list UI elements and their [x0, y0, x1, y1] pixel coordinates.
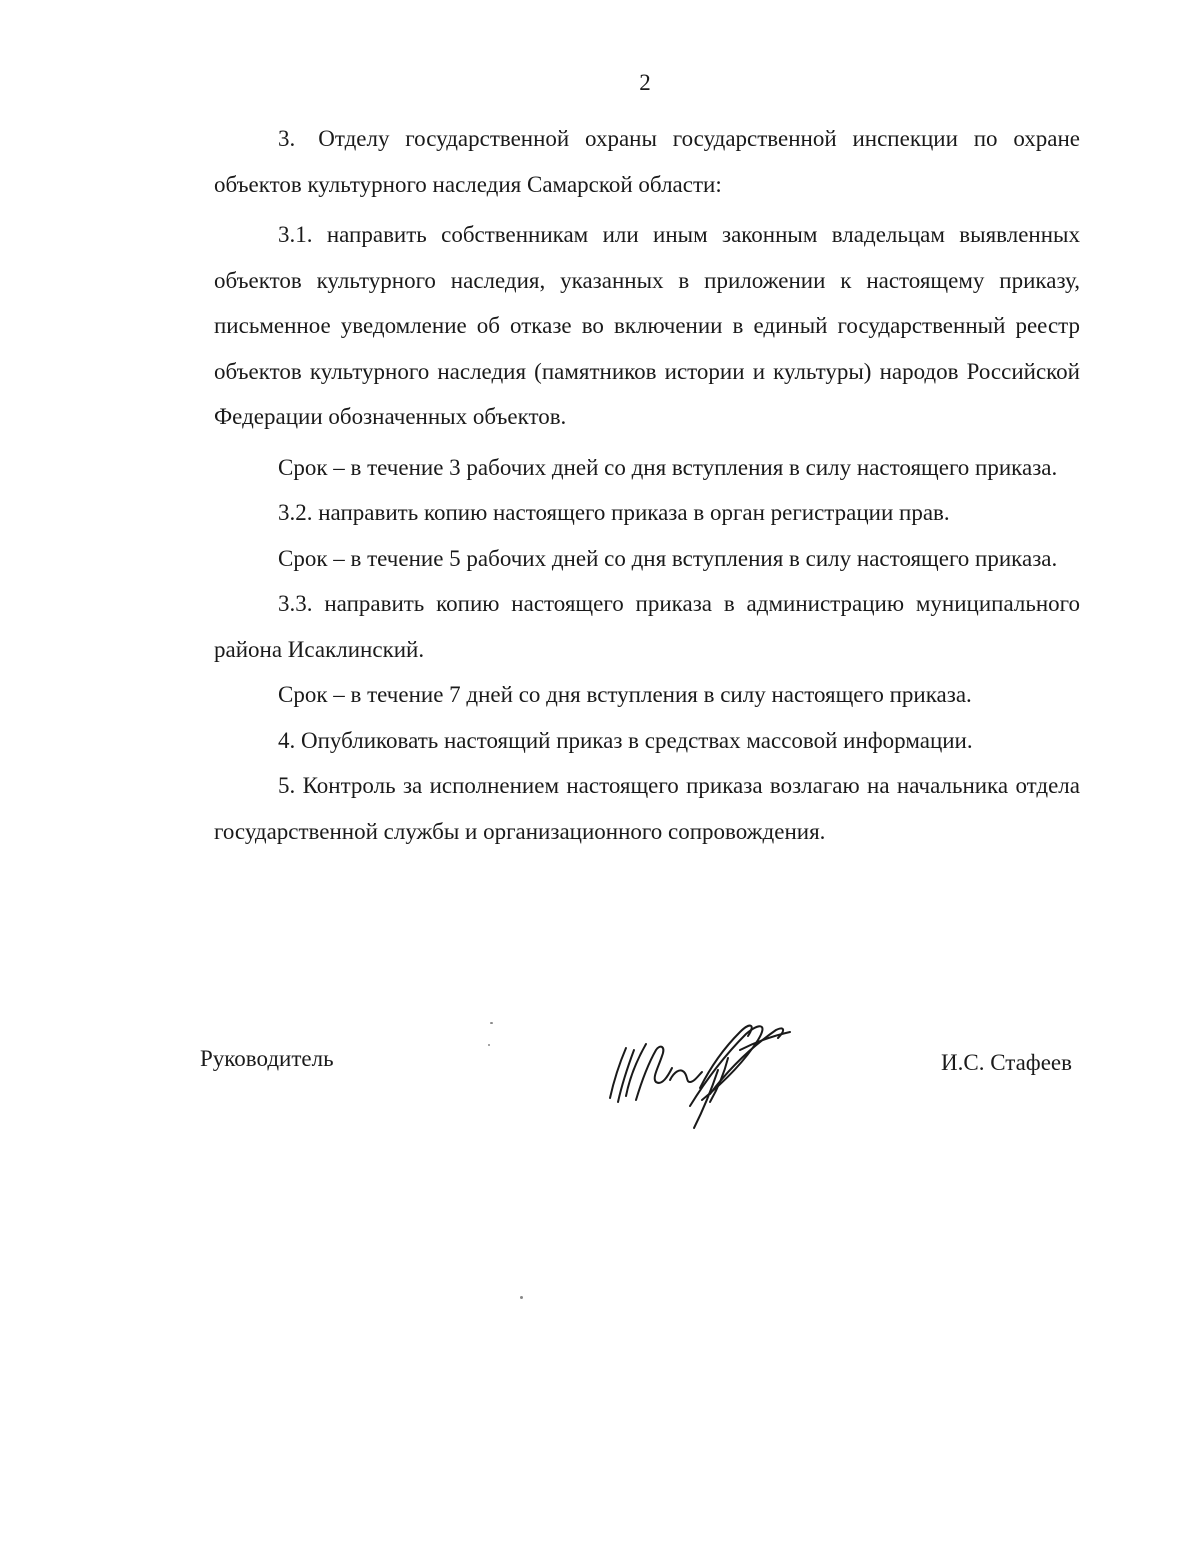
- signatory-name: И.С. Стафеев: [941, 1050, 1072, 1075]
- handwritten-signature-icon: [590, 1010, 800, 1135]
- paragraph-4: 4. Опубликовать настоящий приказ в средствах массовой информации.: [278, 727, 973, 753]
- paragraph-3-1: 3.1. направить собственникам или иным законным владельцам выявленных объектов культурного наследия, указанных в приложении к настоящему приказу, письменное уведомление об отказе во включении в единый государственный реестр объектов культурного наследия (памятников истории и культуры) народов Российской Федерации обозначенных объектов.: [214, 222, 1080, 429]
- paragraph-3-1-deadline: Срок – в течение 3 рабочих дней со дня вступления в силу настоящего приказа.: [278, 454, 1058, 480]
- paragraph-3-3: 3.3. направить копию настоящего приказа в администрацию муниципального района Исаклинский.: [214, 591, 1080, 662]
- paragraph-3: 3. Отделу государственной охраны государственной инспекции по охране объектов культурного наследия Самарской области:: [214, 126, 1080, 197]
- scan-speck: [520, 1296, 523, 1299]
- page-number: 2: [639, 70, 651, 95]
- signatory-position: Руководитель: [200, 1046, 334, 1071]
- scan-speck: [488, 1044, 490, 1046]
- paragraph-3-3-deadline: Срок – в течение 7 дней со дня вступления в силу настоящего приказа.: [278, 682, 972, 707]
- paragraph-5: 5. Контроль за исполнением настоящего приказа возлагаю на начальника отдела государственной службы и организационного сопровождения.: [214, 773, 1080, 844]
- document-body: [214, 116, 1080, 854]
- signature-block: [200, 1010, 1080, 1140]
- paragraph-3-2: 3.2. направить копию настоящего приказа в орган регистрации прав.: [278, 500, 950, 525]
- paragraph-3-2-deadline: Срок – в течение 5 рабочих дней со дня вступления в силу настоящего приказа.: [278, 545, 1058, 571]
- scan-speck: [490, 1022, 493, 1024]
